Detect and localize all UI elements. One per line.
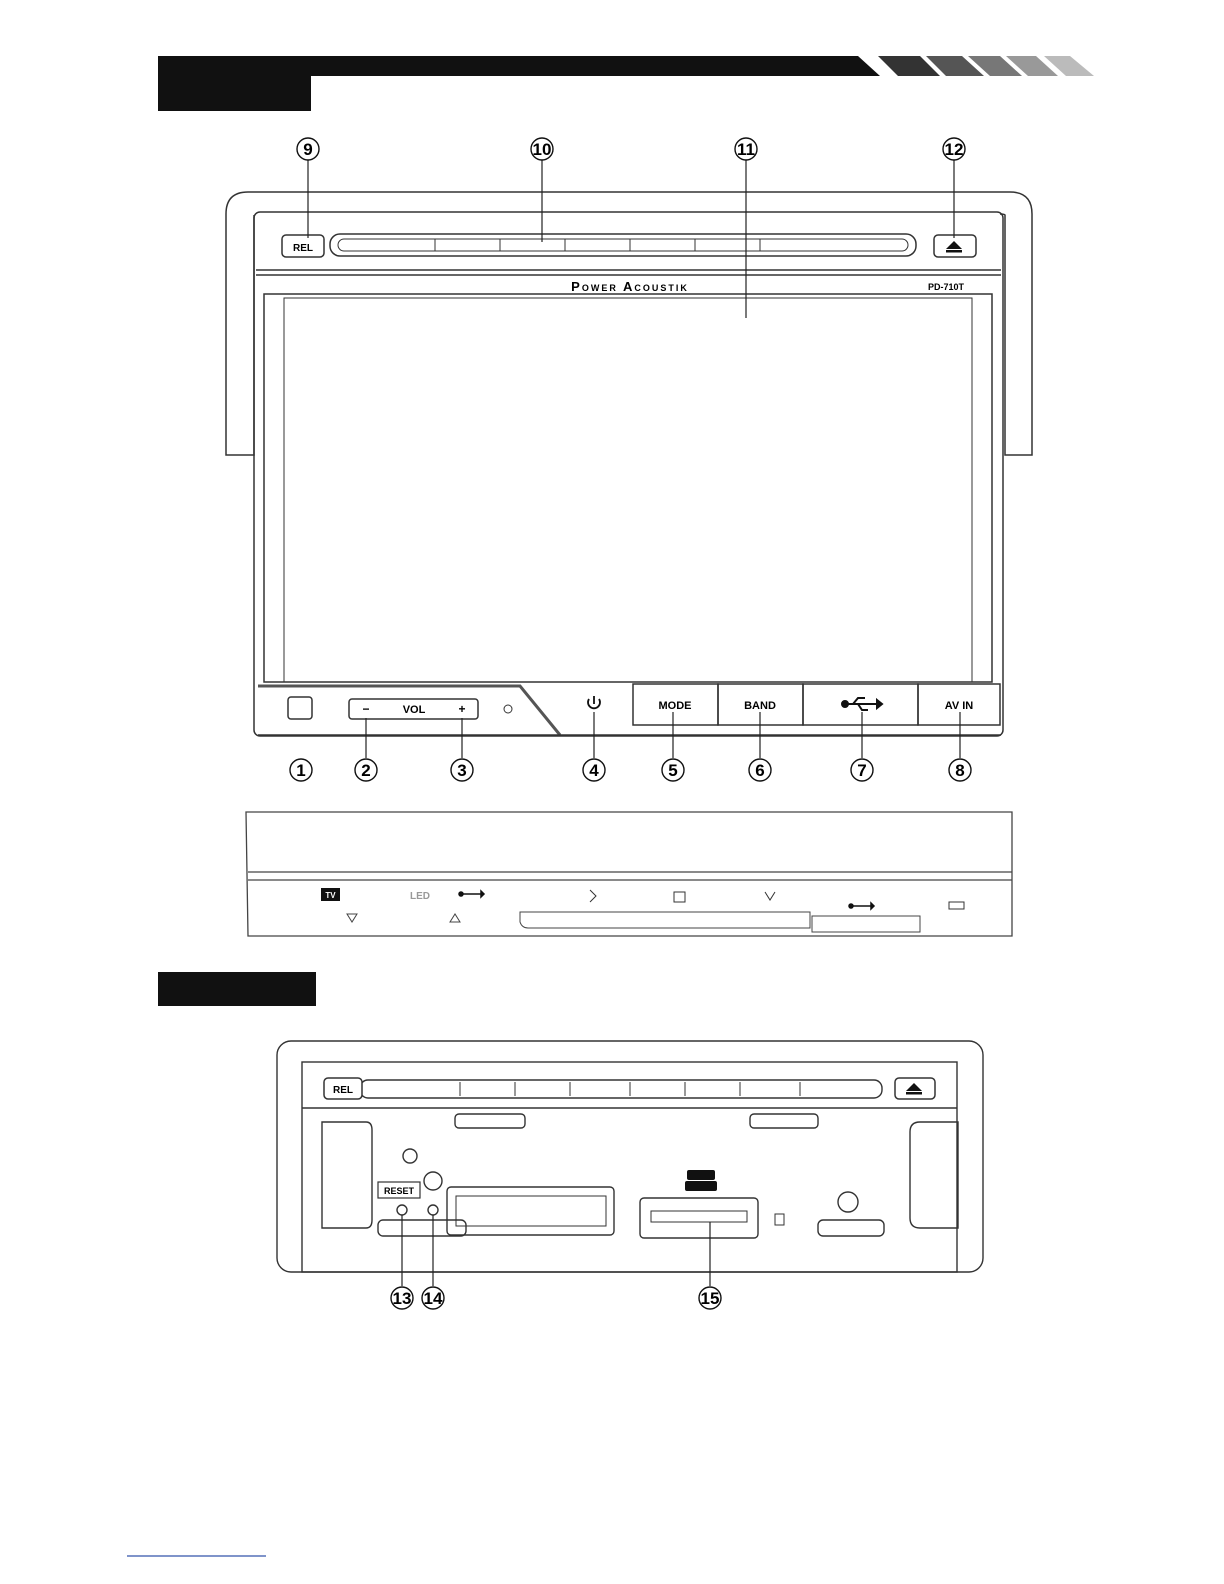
callout-6 [749,759,771,781]
antenna-icon [765,892,775,900]
vol-minus: − [362,702,370,716]
sdhc-logo [685,1170,717,1191]
svg-text:9: 9 [303,140,313,159]
vol-plus: + [458,702,466,716]
callout-11 [735,138,757,160]
callout-4 [583,759,605,781]
usb-port[interactable] [842,698,882,710]
rear-eject-button[interactable] [895,1078,935,1099]
callout-12 [943,138,965,160]
callout-14 [422,1287,444,1309]
callout-13 [391,1287,413,1309]
vol-control[interactable] [362,702,465,716]
vol-label: VOL [402,704,426,716]
mode-icon [674,892,685,902]
rear-rel-button[interactable] [324,1078,362,1099]
rel-button[interactable] [282,235,324,257]
power-button[interactable] [588,696,600,708]
header-bar [158,56,1094,111]
av-in-icon [949,902,964,909]
svg-text:3: 3 [457,761,467,780]
svg-text:8: 8 [955,761,965,780]
svg-text:11: 11 [737,140,755,159]
mute-icon [590,890,596,902]
usb-icon [849,903,874,909]
svg-text:6: 6 [755,761,765,780]
section-tab-rear [158,972,316,1006]
svg-text:5: 5 [668,761,678,780]
band-button[interactable]: BAND [744,700,776,712]
rear-panel [277,1041,983,1272]
rear-rel-label: REL [333,1085,353,1096]
mode-button[interactable]: MODE [658,700,692,712]
front-panel [226,192,1032,736]
svg-text:12: 12 [944,140,964,159]
callout-5 [662,759,684,781]
svg-text:4: 4 [589,761,599,780]
callout-2 [355,759,377,781]
svg-text:10: 10 [532,140,552,159]
bottom-view [246,812,1012,936]
av-in-button[interactable]: AV IN [944,700,974,712]
callout-8 [949,759,971,781]
callout-9 [297,138,319,160]
callout-1 [290,759,312,781]
callout-15 [699,1287,721,1309]
model-label: PD-710T [927,282,965,292]
tv-badge: TV [325,891,336,900]
svg-text:15: 15 [700,1289,720,1308]
usb-icon [842,698,882,710]
svg-text:13: 13 [392,1289,412,1308]
led-badge: LED [410,891,430,902]
rel-label: REL [293,243,313,254]
usb-icon [459,891,484,897]
eject-button[interactable] [934,235,976,257]
brand-logo: Power Acoustik [571,279,689,294]
section-tab-front [158,76,311,111]
micro-sd-icon [775,1214,784,1225]
svg-text:2: 2 [361,761,371,780]
reset-button[interactable] [378,1182,420,1198]
svg-text:14: 14 [423,1289,443,1308]
callout-10 [531,138,553,160]
svg-text:1: 1 [296,761,306,780]
bottom-feature-icons [321,888,964,909]
leader-lines [308,160,960,1286]
reset-label: RESET [383,1186,415,1196]
callout-3 [451,759,473,781]
callout-7 [851,759,873,781]
svg-text:7: 7 [857,761,867,780]
